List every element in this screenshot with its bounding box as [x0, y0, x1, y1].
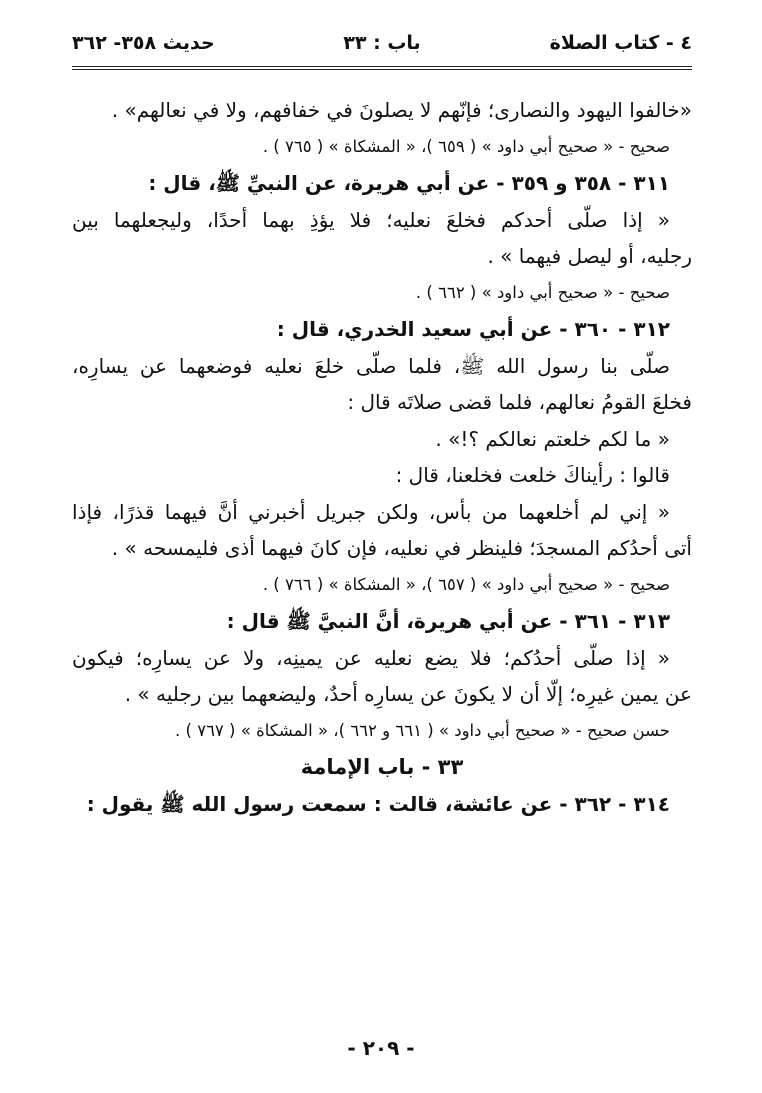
- text-line: فخلعَ القومُ نعالهم، فلما قضى صلاتَه قال :: [347, 390, 692, 414]
- running-header: [72, 30, 692, 64]
- text-line: صلّى بنا رسول الله ﷺ، فلما صلّى خلعَ نعليه فوضعهما عن يسارِه،: [72, 353, 670, 378]
- header-book-title: ٤ - كتاب الصلاة: [549, 32, 692, 54]
- text-line: « إذا صلّى أحدكم فخلعَ نعليه؛ فلا يؤذِ بهما أحدًا، وليجعلهما بين: [72, 207, 670, 232]
- header-divider: [72, 66, 692, 70]
- text-line: « ما لكم خلعتم نعالكم ؟!» .: [435, 426, 670, 451]
- text-line: «خالفوا اليهود والنصارى؛ فإنّهم لا يصلونَ في خفافهم، ولا في نعالهم» .: [111, 98, 692, 122]
- header-chapter: باب : ٣٣: [343, 32, 421, 54]
- hadith-heading: ٣١٢ - ٣٦٠ - عن أبي سعيد الخدري، قال :: [276, 317, 670, 341]
- hadith-heading: ٣١٤ - ٣٦٢ - عن عائشة، قالت : سمعت رسول الله ﷺ يقول :: [86, 791, 670, 816]
- text-line: « إني لم أخلعهما من بأس، ولكن جبريل أخبرني أنَّ فيهما قذرًا، فإذا: [72, 499, 670, 524]
- page-body: [72, 92, 692, 822]
- text-line: « إذا صلّى أحدُكم؛ فلا يضع نعليه عن يمينِه، ولا عن يسارِه؛ فيكون: [72, 645, 670, 670]
- text-line: عن يمين غيرِه؛ إلّا أن لا يكونَ عن يسارِه أحدٌ، وليضعهما بين رجليه » .: [124, 682, 692, 706]
- text-line: أتى أحدُكم المسجدَ؛ فلينظر في نعليه، فإن كانَ فيهما أذى فليمسحه » .: [111, 536, 692, 560]
- grading-line: صحيح - « صحيح أبي داود » ( ٦٥٧ )، « المشكاة » ( ٧٦٦ ) .: [262, 574, 670, 594]
- grading-line: حسن صحيح - « صحيح أبي داود » ( ٦٦١ و ٦٦٢ )، « المشكاة » ( ٧٦٧ ) .: [175, 720, 670, 740]
- grading-line: صحيح - « صحيح أبي داود » ( ٦٥٩ )، « المشكاة » ( ٧٦٥ ) .: [262, 136, 670, 156]
- hadith-heading: ٣١٣ - ٣٦١ - عن أبي هريرة، أنَّ النبيَّ ﷺ قال :: [226, 609, 670, 633]
- page-number: - ٢٠٩ -: [347, 1036, 415, 1060]
- header-hadith-range: حديث ٣٥٨- ٣٦٢: [72, 32, 215, 54]
- text-line: قالوا : رأيناكَ خلعت فخلعنا، قال :: [395, 463, 670, 487]
- chapter-title: ٣٣ - باب الإمامة: [300, 755, 464, 779]
- text-line: رجليه، أو ليصل فيهما » .: [487, 244, 692, 268]
- grading-line: صحيح - « صحيح أبي داود » ( ٦٦٢ ) .: [415, 282, 670, 302]
- hadith-heading: ٣١١ - ٣٥٨ و ٣٥٩ - عن أبي هريرة، عن النبيِّ ﷺ، قال :: [148, 171, 670, 195]
